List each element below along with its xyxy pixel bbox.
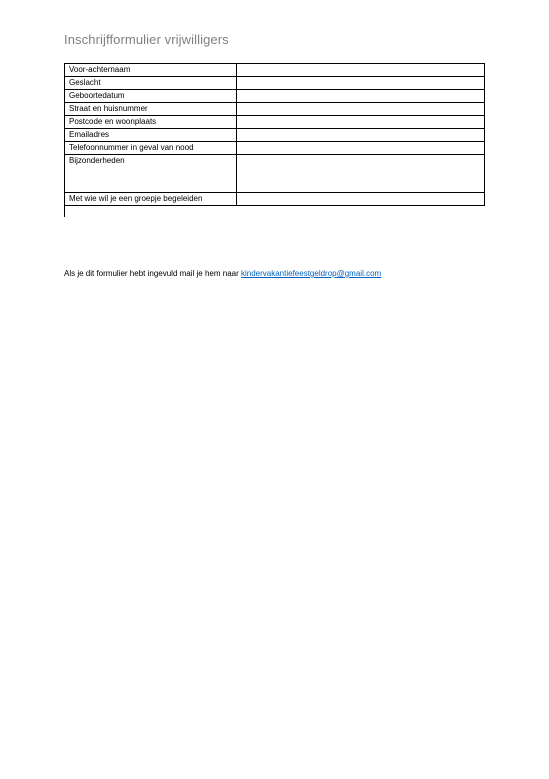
- table-row: [65, 103, 485, 116]
- table-row: [65, 64, 485, 77]
- field-label-gender: Geslacht: [65, 77, 237, 90]
- table-row: [65, 155, 485, 193]
- footer-note: [64, 269, 381, 278]
- registration-form-table: [64, 63, 485, 206]
- footer-text: Als je dit formulier hebt ingevuld mail je hem naar: [64, 269, 241, 278]
- text-cursor: [64, 205, 65, 217]
- table-row: [65, 116, 485, 129]
- field-label-birthdate: Geboortedatum: [65, 90, 237, 103]
- table-row: [65, 77, 485, 90]
- field-value-particulars[interactable]: [237, 155, 485, 193]
- table-row: [65, 142, 485, 155]
- table-row: [65, 193, 485, 206]
- email-link[interactable]: kindervakantiefeestgeldrop@gmail.com: [240, 269, 382, 278]
- field-value-postcode[interactable]: [237, 116, 485, 129]
- field-value-street[interactable]: [237, 103, 485, 116]
- field-label-particulars: Bijzonderheden: [65, 155, 237, 193]
- table-row: [65, 129, 485, 142]
- field-value-gender[interactable]: [237, 77, 485, 90]
- field-value-name[interactable]: [237, 64, 485, 77]
- field-label-name: Voor-achternaam: [65, 64, 237, 77]
- field-value-group-partner[interactable]: [237, 193, 485, 206]
- field-label-street: Straat en huisnummer: [65, 103, 237, 116]
- table-row: [65, 90, 485, 103]
- field-value-email[interactable]: [237, 129, 485, 142]
- field-label-postcode: Postcode en woonplaats: [65, 116, 237, 129]
- field-label-email: Emailadres: [65, 129, 237, 142]
- field-value-birthdate[interactable]: [237, 90, 485, 103]
- field-value-emergency-phone[interactable]: [237, 142, 485, 155]
- field-label-group-partner: Met wie wil je een groepje begeleiden: [65, 193, 237, 206]
- field-label-emergency-phone: Telefoonnummer in geval van nood: [65, 142, 237, 155]
- document-title: Inschrijfformulier vrijwilligers: [64, 32, 229, 47]
